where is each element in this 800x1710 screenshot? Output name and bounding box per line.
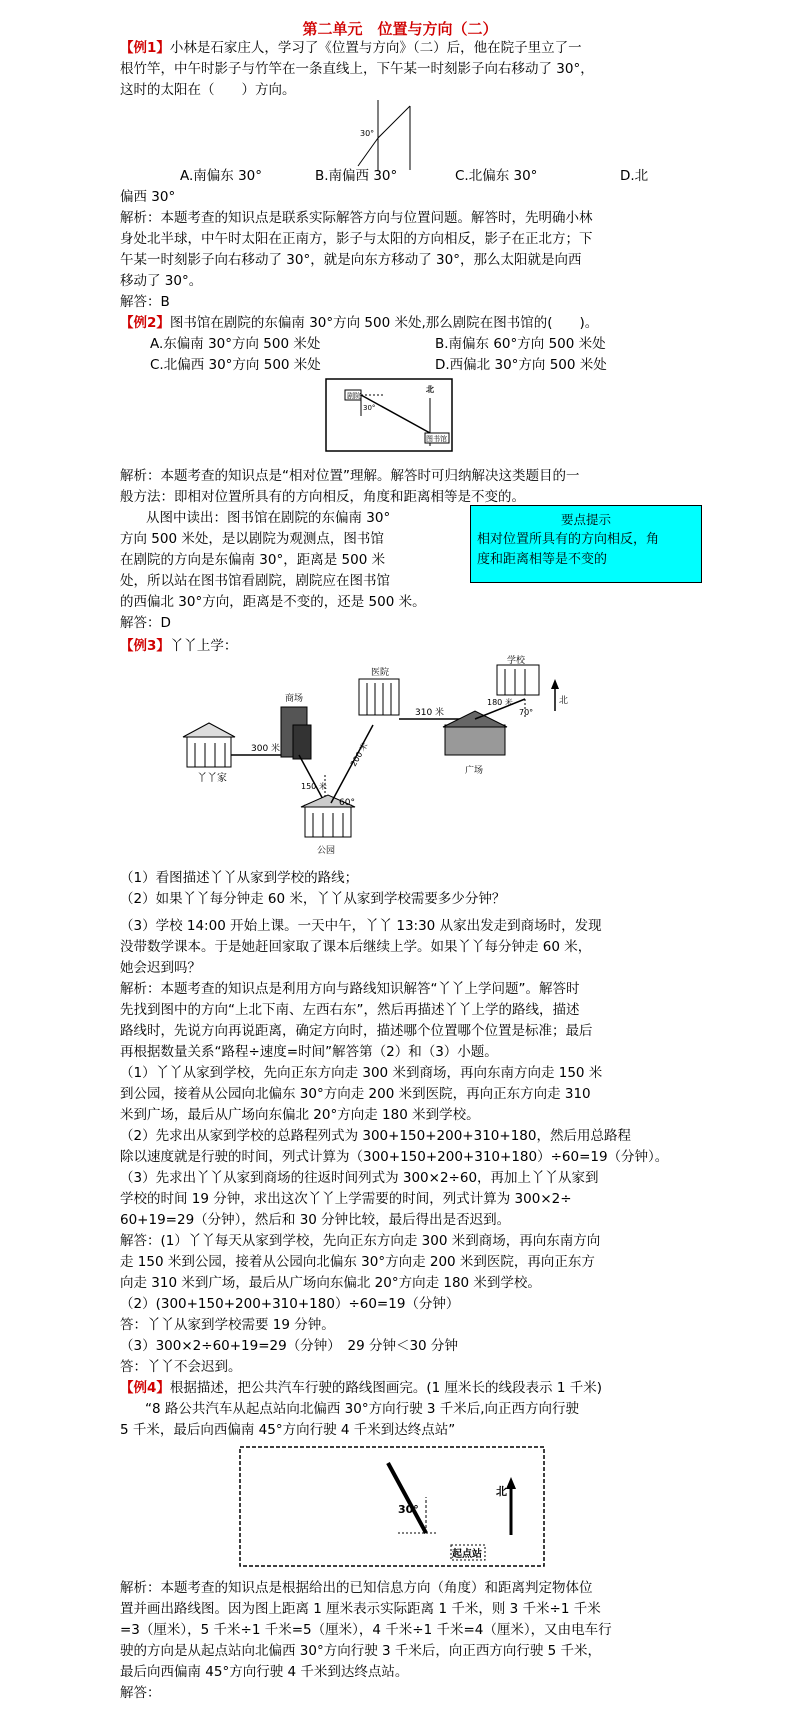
ex2-option-d: D.西偏北 30°方向 500 米处 xyxy=(435,357,607,373)
ex4-analysis-2: 置并画出路线图。因为图上距离 1 厘米表示实际距离 1 千米，则 3 千米÷1 千米 xyxy=(120,1601,601,1617)
ex3-question-3b: 没带数学课本。于是她赶回家取了课本后继续上学。如果丫丫每分钟走 60 米， xyxy=(120,939,592,955)
map-d3: 200 米 xyxy=(348,741,370,768)
ex3-answer-5: 答：丫丫从家到学校需要 19 分钟。 xyxy=(120,1317,335,1333)
ex3-analysis-3: 路线时，先说方向再说距离，确定方向时，描述哪个位置哪个位置是标准；最后 xyxy=(120,1023,593,1039)
ex3-analysis-12: 60+19=29（分钟），然后和 30 分钟比较，最后得出是否迟到。 xyxy=(120,1212,511,1228)
ex1-analysis-2: 身处北半球，中午时太阳在正南方，影子与太阳的方向相反，影子在正北方；下 xyxy=(120,231,593,247)
page-title: 第二单元 位置与方向（二） xyxy=(302,20,498,38)
ex2-tag: 【例2】 xyxy=(120,315,170,331)
ex2-reading-3: 在剧院的方向是东偏南 30°，距离是 500 米 xyxy=(120,552,386,568)
ex2-reading-2: 方向 500 米处，是以剧院为观测点，图书馆 xyxy=(120,531,384,547)
ex4-start-label: 起点站 xyxy=(452,1549,482,1560)
ex1-analysis-3: 午某一时刻影子向右移动了 30°，就是向东方移动了 30°，那么太阳就是向西 xyxy=(120,252,582,268)
ex2-option-c: C.北偏西 30°方向 500 米处 xyxy=(150,357,321,373)
map-a3: 70° xyxy=(519,708,534,717)
ex1-line-2: 根竹竿，中午时影子与竹竿在一条直线上，下午某一时刻影子向右移动了 30°， xyxy=(120,61,594,77)
ex2-north-label: 北 xyxy=(426,385,434,394)
ex2-reading-5: 的西偏北 30°方向，距离是不变的，还是 500 米。 xyxy=(120,594,426,610)
map-school-label: 学校 xyxy=(507,656,526,666)
ex1-answer: 解答：B xyxy=(120,294,170,310)
ex2-answer: 解答：D xyxy=(120,615,171,631)
ex3-answer-7: 答：丫丫不会迟到。 xyxy=(120,1359,242,1375)
ex4-quote-1: “8 路公共汽车从起点站向北偏西 30°方向行驶 3 千米后,向正西方向行驶 xyxy=(145,1401,580,1417)
ex4-question: 【例4】根据描述，把公共汽车行驶的路线图画完。(1 厘米长的线段表示 1 千米) xyxy=(120,1380,602,1396)
ex3-answer-4: （2）(300+150+200+310+180）÷60=19（分钟） xyxy=(120,1296,460,1312)
ex3-analysis-9: 除以速度就是行驶的时间，列式计算为（300+150+200+310+180）÷60=19（分钟）。 xyxy=(120,1149,669,1165)
ex3-question-2: （2）如果丫丫每分钟走 60 米，丫丫从家到学校需要多少分钟？ xyxy=(120,891,506,907)
ex1-option-a: A.南偏东 30° xyxy=(180,168,263,184)
ex1-option-c: C.北偏东 30° xyxy=(455,168,538,184)
ex4-figure xyxy=(238,1445,548,1570)
ex1-analysis-4: 移动了 30°。 xyxy=(120,273,203,289)
ex4-analysis-1: 解析：本题考查的知识点是根据给出的已知信息方向（角度）和距离判定物体位 xyxy=(120,1580,593,1596)
map-d5: 180 米 xyxy=(487,698,513,707)
ex3-answer-1: 解答：(1）丫丫每天从家到学校，先向正东方向走 300 米到商场，再向东南方向 xyxy=(120,1233,601,1249)
map-square-label: 广场 xyxy=(465,766,484,776)
ex1-line-3: 这时的太阳在（ ）方向。 xyxy=(120,82,296,98)
ex1-option-b: B.南偏西 30° xyxy=(315,168,398,184)
ex2-reading-1: 从图中读出：图书馆在剧院的东偏南 30° xyxy=(146,510,391,526)
ex3-question-3c: 她会迟到吗？ xyxy=(120,960,201,976)
ex2-reading-4: 处，所以站在图书馆看剧院，剧院应在图书馆 xyxy=(120,573,390,589)
ex3-analysis-2: 先找到图中的方向“上北下南、左西右东”，然后再描述丫丫上学的路线，描述 xyxy=(120,1002,580,1018)
map-home-label: 丫丫家 xyxy=(197,773,227,784)
tip-title: 要点提示 xyxy=(560,512,611,527)
ex3-analysis-4: 再根据数量关系“路程÷速度=时间”解答第（2）和（3）小题。 xyxy=(120,1044,498,1060)
ex1-analysis-1: 解析：本题考查的知识点是联系实际解答方向与位置问题。解答时，先明确小林 xyxy=(120,210,593,226)
ex2-library-label: 图书馆 xyxy=(426,435,447,443)
ex3-analysis-10: （3）先求出丫丫从家到商场的往返时间列式为 300×2÷60，再加上丫丫从家到 xyxy=(120,1170,599,1186)
ex3-analysis-8: （2）先求出从家到学校的总路程列式为 300+150+200+310+180，然后用总路程 xyxy=(120,1128,631,1144)
ex4-analysis-3: =3（厘米），5 千米÷1 千米=5（厘米），4 千米÷1 千米=4（厘米），又由电车行 xyxy=(120,1622,612,1638)
ex2-figure xyxy=(325,378,455,453)
map-d1: 300 米 xyxy=(251,744,281,754)
ex2-angle-label: 30° xyxy=(363,404,376,412)
ex4-quote-2: 5 千米，最后向西偏南 45°方向行驶 4 千米到达终点站” xyxy=(120,1422,456,1438)
ex1-line-1: 【例1】小林是石家庄人，学习了《位置与方向》（二）后，他在院子里立了一 xyxy=(120,40,582,56)
ex1-option-d-cont: 偏西 30° xyxy=(120,189,176,205)
ex3-question: 【例3】丫丫上学： xyxy=(120,638,238,654)
map-a2: 60° xyxy=(339,798,355,808)
ex3-analysis-1: 解析：本题考查的知识点是利用方向与路线知识解答“丫丫上学问题”。解答时 xyxy=(120,981,580,997)
ex4-analysis-4: 驶的方向是从起点站向北偏西 30°方向行驶 3 千米后，向正西方向行驶 5 千米， xyxy=(120,1643,602,1659)
ex3-map xyxy=(175,655,615,860)
ex4-north-label: 北 xyxy=(496,1485,507,1498)
ex1-tag: 【例1】 xyxy=(120,40,170,56)
map-d2: 150 米 xyxy=(301,782,327,791)
map-d4: 310 米 xyxy=(415,708,445,718)
ex1-option-d: D.北 xyxy=(620,168,649,184)
ex3-analysis-11: 学校的时间 19 分钟，求出这次丫丫上学需要的时间，列式计算为 300×2÷ xyxy=(120,1191,572,1207)
ex1-figure xyxy=(320,98,430,173)
ex2-option-b: B.南偏东 60°方向 500 米处 xyxy=(435,336,606,352)
map-park-label: 公园 xyxy=(317,846,336,856)
ex4-analysis-5: 最后向西偏南 45°方向行驶 4 千米到达终点站。 xyxy=(120,1664,409,1680)
ex3-analysis-5: （1）丫丫从家到学校，先向正东方向走 300 米到商场，再向东南方向走 150 米 xyxy=(120,1065,603,1081)
ex4-angle-label: 30° xyxy=(398,1503,419,1516)
ex2-theater-label: 剧院 xyxy=(347,392,361,400)
ex3-answer-3: 向走 310 米到广场，最后从广场向东偏北 20°方向走 180 米到学校。 xyxy=(120,1275,541,1291)
ex4-tag: 【例4】 xyxy=(120,1380,170,1396)
map-mall-label: 商场 xyxy=(285,694,304,704)
tip-box xyxy=(470,505,702,583)
ex4-answer: 解答： xyxy=(120,1685,161,1701)
ex3-answer-6: （3）300×2÷60+19=29（分钟） 29 分钟＜30 分钟 xyxy=(120,1338,458,1354)
ex3-answer-2: 走 150 米到公园，接着从公园向北偏东 30°方向走 200 米到医院，再向正东方 xyxy=(120,1254,595,1270)
ex2-analysis-1: 解析：本题考查的知识点是“相对位置”理解。解答时可归纳解决这类题目的一 xyxy=(120,468,580,484)
ex2-question: 【例2】图书馆在剧院的东偏南 30°方向 500 米处,那么剧院在图书馆的( )。 xyxy=(120,315,599,331)
map-hospital-label: 医院 xyxy=(371,668,390,678)
tip-body: 相对位置所具有的方向相反，角 度和距离相等是不变的 xyxy=(477,532,660,567)
map-north-label: 北 xyxy=(559,696,569,706)
ex2-option-a: A.东偏南 30°方向 500 米处 xyxy=(150,336,321,352)
ex3-analysis-6: 到公园，接着从公园向北偏东 30°方向走 200 米到医院，再向正东方向走 310 xyxy=(120,1086,591,1102)
ex3-analysis-7: 米到广场，最后从广场向东偏北 20°方向走 180 米到学校。 xyxy=(120,1107,480,1123)
ex3-question-1: （1）看图描述丫丫从家到学校的路线； xyxy=(120,870,359,886)
ex3-question-3a: （3）学校 14:00 开始上课。一天中午，丫丫 13:30 从家出发走到商场时，发现 xyxy=(120,918,602,934)
ex1-angle-label: 30° xyxy=(360,129,375,138)
ex2-analysis-2: 般方法：即相对位置所具有的方向相反，角度和距离相等是不变的。 xyxy=(120,489,525,505)
ex3-tag: 【例3】 xyxy=(120,638,170,654)
